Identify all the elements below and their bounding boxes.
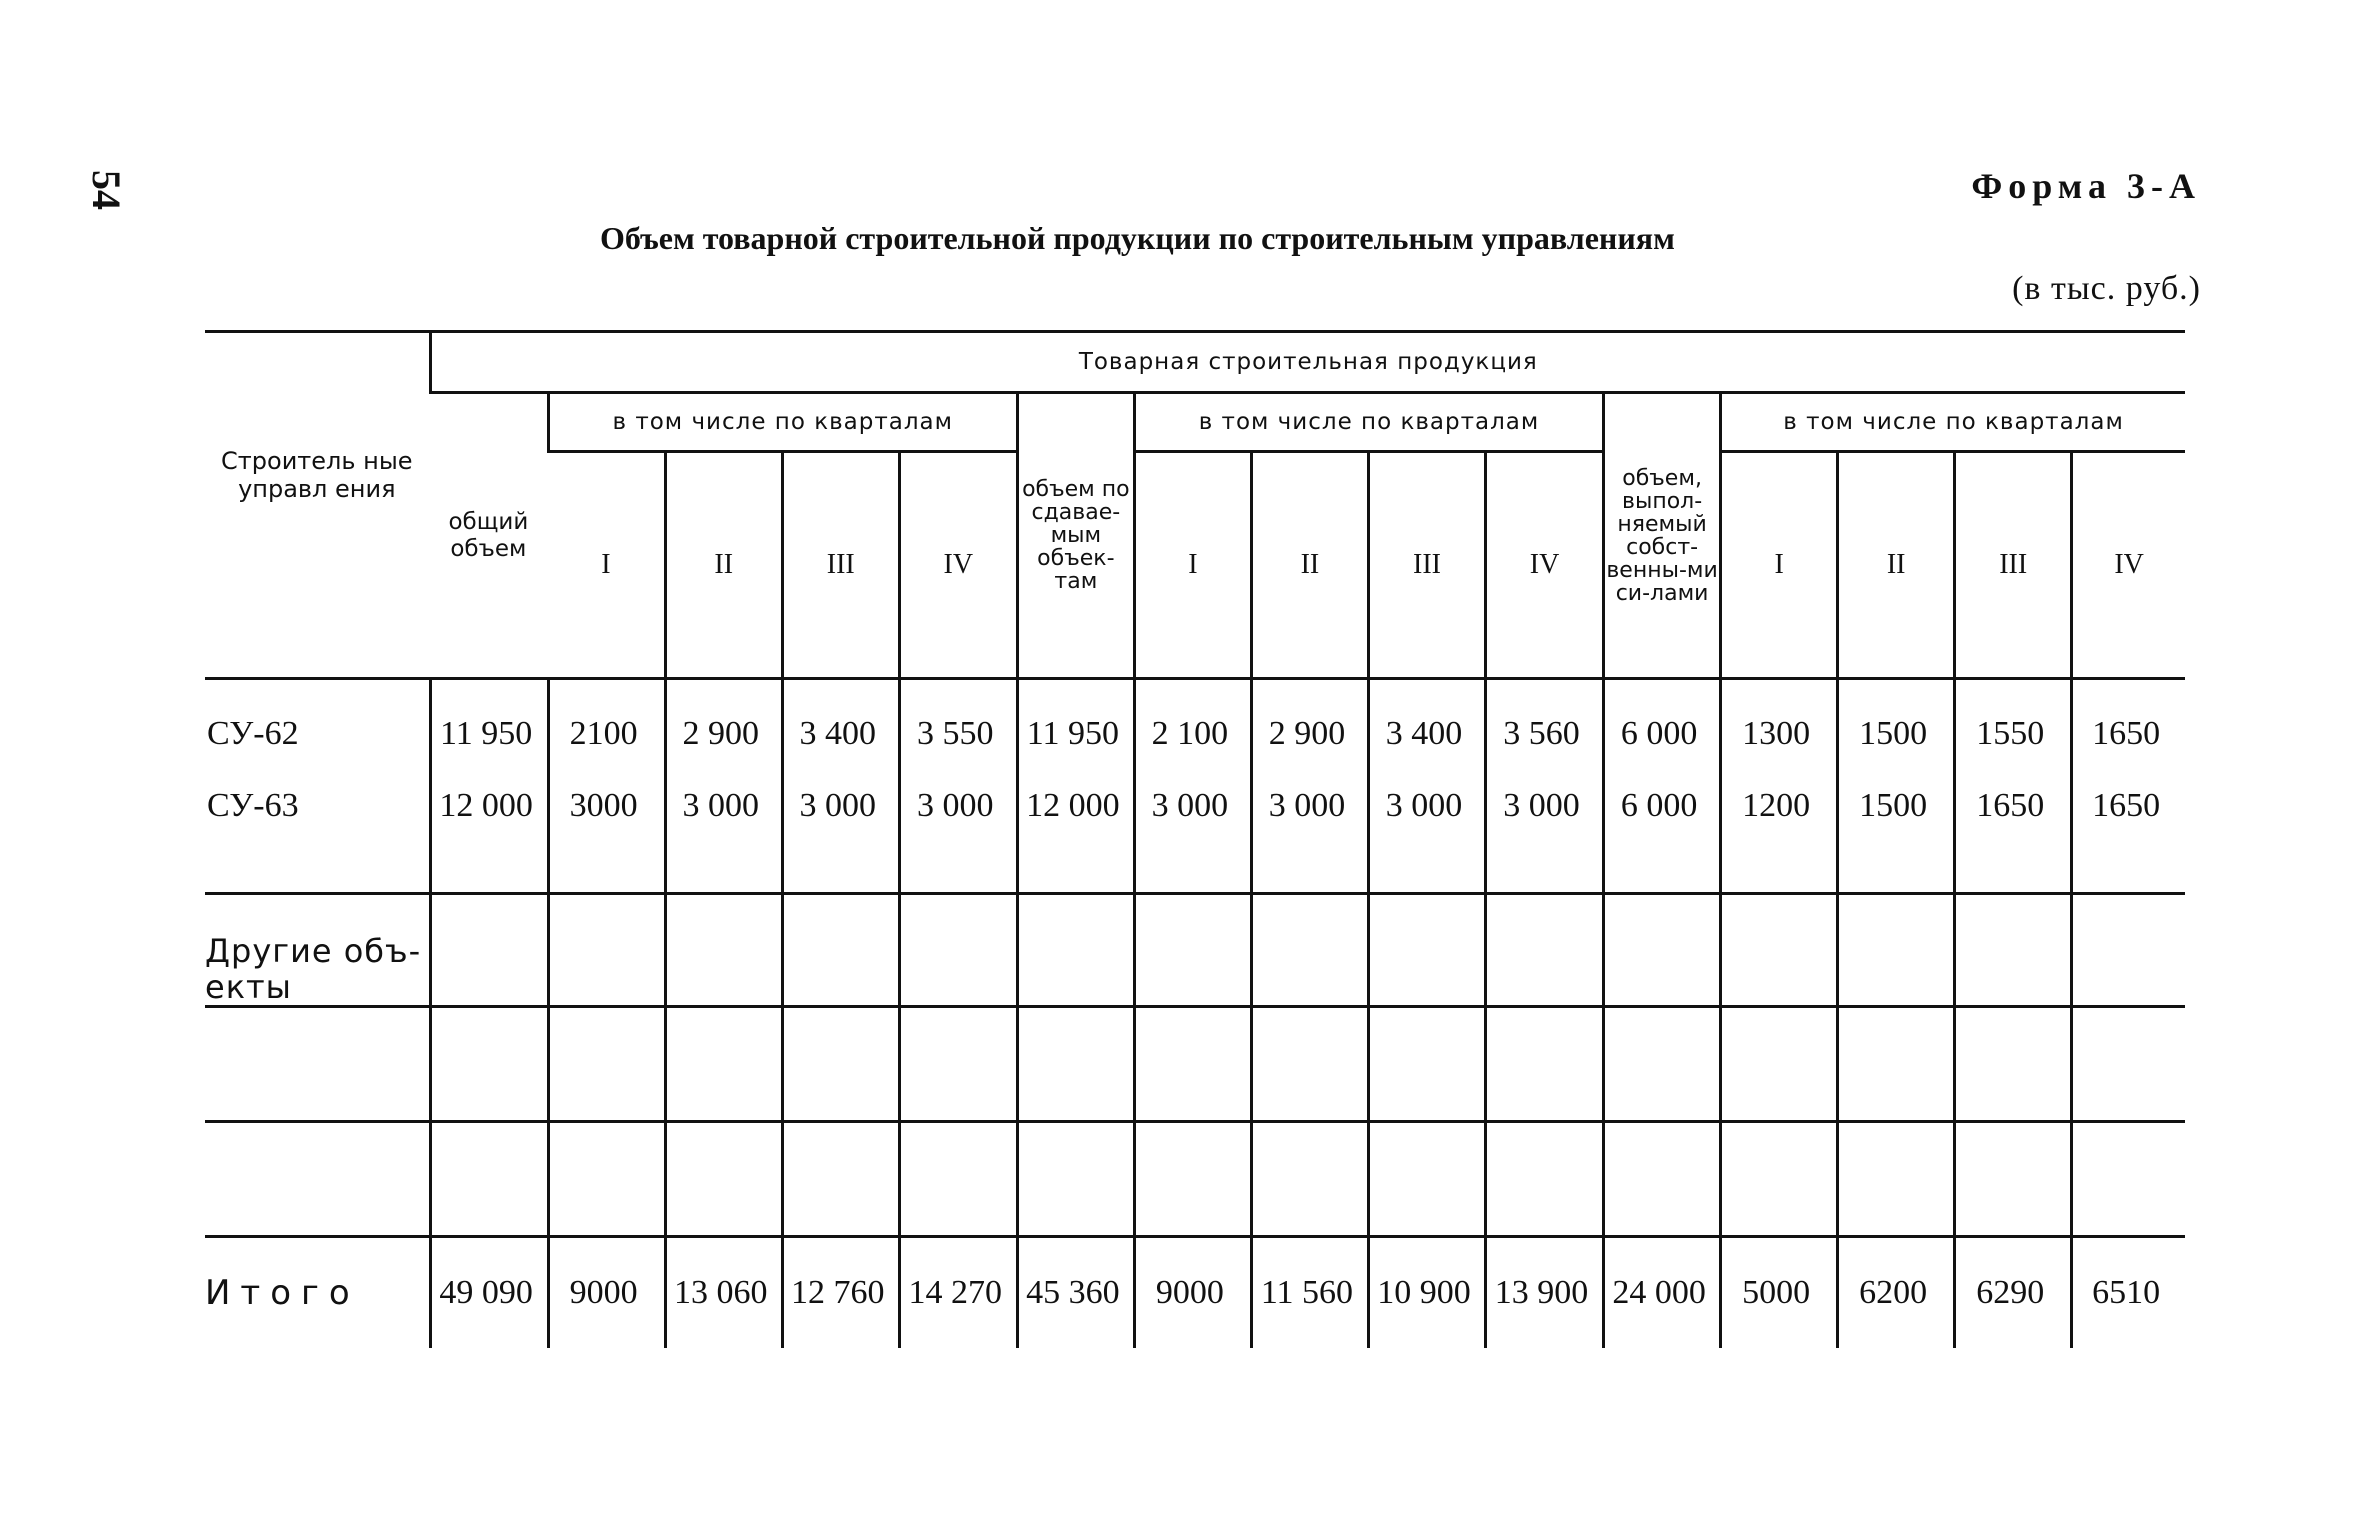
total-cell: 45 360 [1017,1237,1134,1349]
total-cell: 12 760 [782,1237,899,1349]
total-cell: 49 090 [430,1237,548,1349]
cell: 2100 [548,679,665,771]
empty-cell [430,1007,548,1122]
empty-cell [205,842,430,894]
total-cell: 9000 [548,1237,665,1349]
empty-cell [430,894,548,1007]
empty-cell [1134,842,1251,894]
cell: 3 000 [1134,770,1251,842]
empty-cell [899,842,1017,894]
table-row [205,1007,2185,1122]
empty-cell [782,894,899,1007]
total-cell: 11 560 [1251,1237,1368,1349]
quarter-header: I [601,549,611,580]
row-name: СУ-62 [207,715,299,752]
cell: 3 000 [899,770,1017,842]
empty-cell [1251,1122,1368,1237]
cell: 11 950 [430,679,548,771]
cell: 1650 [1955,770,2072,842]
quarter-header: II [1838,452,1955,678]
quarter-header: II [665,452,782,678]
empty-cell [1721,842,1838,894]
empty-cell [430,1122,548,1237]
empty-cell [1838,1122,1955,1237]
empty-cell [548,1122,665,1237]
empty-cell [1838,1007,1955,1122]
empty-cell [1368,842,1485,894]
table-row [205,842,2185,894]
quarter-header: IV [1486,452,1604,678]
empty-cell [1486,894,1604,1007]
page-number: 54 [84,170,129,210]
quarter-header: III [1955,452,2072,678]
cell: 3 000 [782,770,899,842]
cell: 3 400 [782,679,899,771]
cell: 1300 [1721,679,1838,771]
empty-cell [1604,1007,1721,1122]
empty-cell [665,842,782,894]
empty-cell [1368,894,1485,1007]
table-row [205,894,2185,1007]
empty-cell [899,1122,1017,1237]
cell: 1200 [1721,770,1838,842]
total-cell: 6290 [1955,1237,2072,1349]
empty-cell [1134,1122,1251,1237]
cell: 3 000 [1486,770,1604,842]
quarter-header: I [1134,452,1251,678]
empty-cell [205,1007,430,1122]
cell: 1650 [2072,679,2185,771]
cell: 12 000 [430,770,548,842]
total-row [205,1237,2185,1349]
empty-cell [782,1122,899,1237]
empty-cell [1017,1007,1134,1122]
empty-cell [782,1007,899,1122]
cell: 6 000 [1604,679,1721,771]
cell: 2 900 [1251,679,1368,771]
quarter-header: IV [899,452,1017,678]
empty-cell [1251,842,1368,894]
cell: 11 950 [1017,679,1134,771]
empty-cell [1017,1122,1134,1237]
row-name: СУ-63 [207,787,299,824]
empty-cell [1368,1122,1485,1237]
empty-cell [548,894,665,1007]
empty-cell [2072,842,2185,894]
total-cell: 9000 [1134,1237,1251,1349]
empty-cell [1134,894,1251,1007]
total-volume-header: общий объем [448,508,529,562]
empty-cell [1955,842,2072,894]
empty-cell [782,842,899,894]
total-cell: 10 900 [1368,1237,1485,1349]
quarter-header: III [1368,452,1485,678]
other-objects-label: Другие объ-екты [205,894,430,1007]
cell: 2 100 [1134,679,1251,771]
quarter-header: II [1251,452,1368,678]
cell: 1650 [2072,770,2185,842]
delivered-volume-header: объем по сдавае-мым объек-там [1017,393,1134,678]
table-row [205,1122,2185,1237]
cell: 12 000 [1017,770,1134,842]
empty-cell [205,1122,430,1237]
quarter-header: IV [2072,452,2185,678]
cell: 1550 [1955,679,2072,771]
own-forces-header: объем, выпол-няемый собст-венны-ми си-лами [1604,393,1721,678]
total-cell: 24 000 [1604,1237,1721,1349]
empty-cell [1017,894,1134,1007]
quarters-group-header-3: в том числе по кварталам [1721,393,2185,452]
cell: 1500 [1838,679,1955,771]
cell: 3 000 [1368,770,1485,842]
cell: 3 560 [1486,679,1604,771]
empty-cell [1486,842,1604,894]
empty-cell [548,842,665,894]
cell: 2 900 [665,679,782,771]
empty-cell [2072,1122,2185,1237]
empty-cell [1955,894,2072,1007]
main-group-header: Товарная строительная продукция [430,332,2185,393]
empty-cell [1486,1122,1604,1237]
empty-cell [899,1007,1017,1122]
total-cell: 5000 [1721,1237,1838,1349]
empty-cell [1955,1122,2072,1237]
total-cell: 14 270 [899,1237,1017,1349]
empty-cell [1368,1007,1485,1122]
form-label: Форма 3-А [1971,166,2201,206]
empty-cell [1134,1007,1251,1122]
empty-cell [1721,1122,1838,1237]
empty-cell [1486,1007,1604,1122]
table-row [205,679,2185,771]
empty-cell [665,1007,782,1122]
production-table [205,330,2185,1348]
quarter-header: III [782,452,899,678]
cell: 3000 [548,770,665,842]
cell: 6 000 [1604,770,1721,842]
empty-cell [1838,842,1955,894]
empty-cell [1251,1007,1368,1122]
empty-cell [1604,894,1721,1007]
cell: 3 000 [665,770,782,842]
total-cell: 6510 [2072,1237,2185,1349]
quarters-group-header-1: в том числе по кварталам [548,393,1017,452]
cell: 3 550 [899,679,1017,771]
total-cell: 13 900 [1486,1237,1604,1349]
empty-cell [899,894,1017,1007]
empty-cell [1017,842,1134,894]
empty-cell [1604,842,1721,894]
empty-cell [1604,1122,1721,1237]
empty-cell [1838,894,1955,1007]
document-title: Объем товарной строительной продукции по строительным управлениям [600,220,1675,256]
empty-cell [665,894,782,1007]
empty-cell [1955,1007,2072,1122]
empty-cell [548,1007,665,1122]
total-cell: 13 060 [665,1237,782,1349]
empty-cell [2072,1007,2185,1122]
units-note: (в тыс. руб.) [2012,270,2201,307]
empty-cell [2072,894,2185,1007]
row-label-header: Строитель ные управл ения [205,332,430,678]
quarter-header: I [1721,452,1838,678]
total-cell: 6200 [1838,1237,1955,1349]
empty-cell [1251,894,1368,1007]
cell: 3 000 [1251,770,1368,842]
empty-cell [665,1122,782,1237]
total-label: Итого [205,1237,430,1349]
empty-cell [430,842,548,894]
empty-cell [1721,1007,1838,1122]
table-row [205,770,2185,842]
quarters-group-header-2: в том числе по кварталам [1134,393,1603,452]
cell: 1500 [1838,770,1955,842]
cell: 3 400 [1368,679,1485,771]
empty-cell [1721,894,1838,1007]
